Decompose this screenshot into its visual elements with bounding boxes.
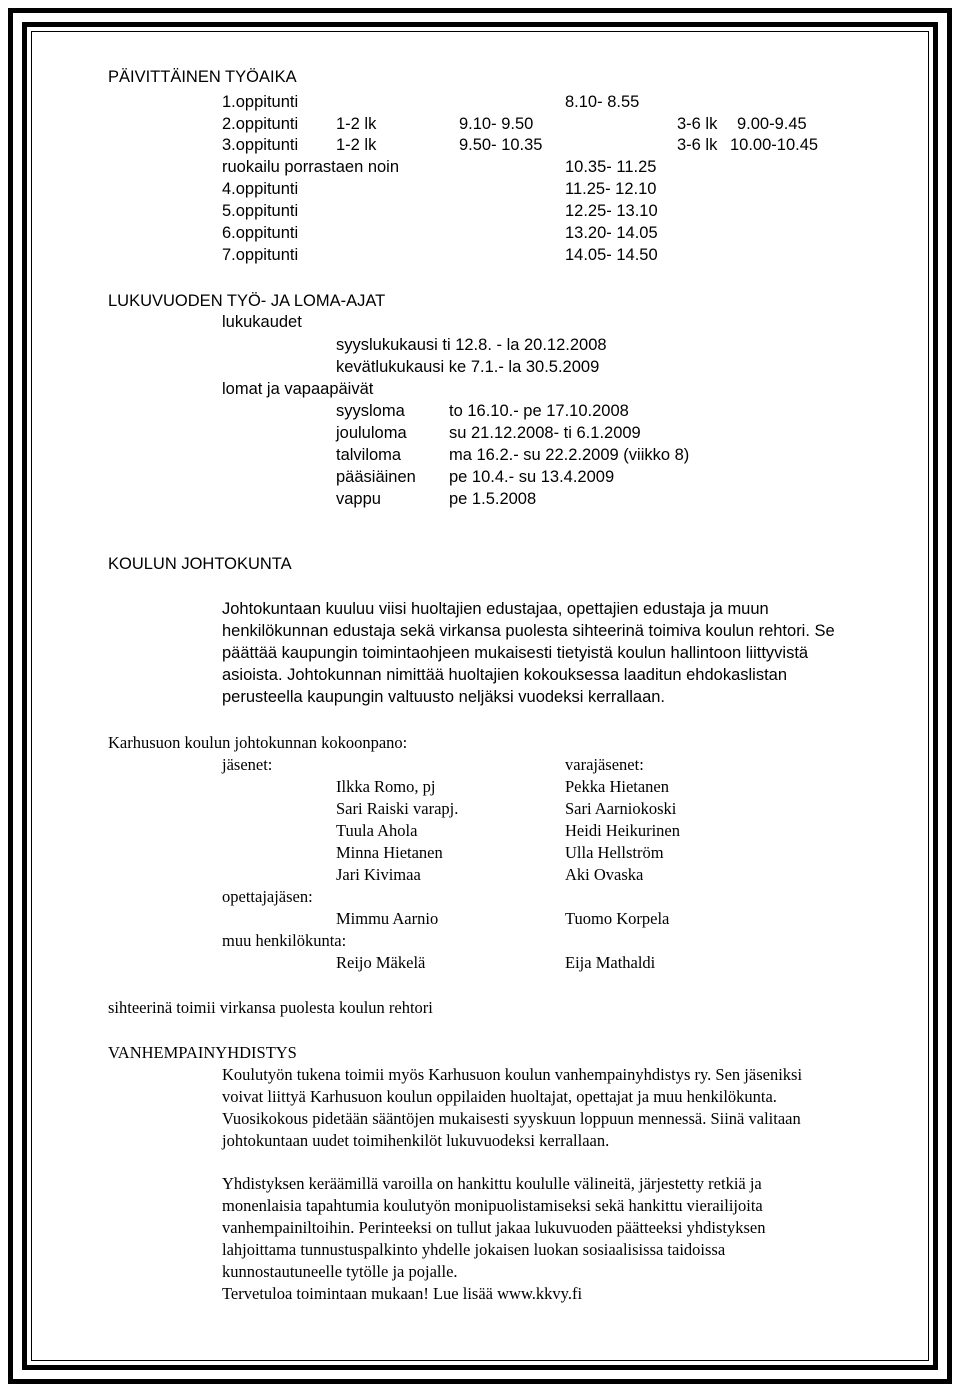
lesson-label: 4.oppitunti xyxy=(222,180,299,198)
schedule-heading: PÄIVITTÄINEN TYÖAIKA xyxy=(108,68,297,86)
holiday-dates: pe 1.5.2008 xyxy=(449,490,537,508)
lesson-time: 10.35- 11.25 xyxy=(565,158,657,176)
lesson-time: 10.00-10.45 xyxy=(730,136,819,154)
lesson-label: 2.oppitunti xyxy=(222,115,299,133)
staff-label: muu henkilökunta: xyxy=(222,931,347,950)
parents-paragraph-line: Koulutyön tukena toimii myös Karhusuon koulun vanhempainyhdistys ry. Sen jäseniksi xyxy=(222,1065,803,1084)
grade-group: 1-2 lk xyxy=(336,136,377,154)
deputy-name: Sari Aarniokoski xyxy=(565,799,677,818)
periods-label: lukukaudet xyxy=(222,313,302,331)
deputy-name: Heidi Heikurinen xyxy=(565,821,681,840)
parents-paragraph-line: voivat liittyä Karhusuon koulun oppilaiden huoltajat, opettajat ja muu henkilökunta. xyxy=(222,1087,777,1106)
lesson-label: ruokailu porrastaen noin xyxy=(222,158,400,176)
board-paragraph-line: perusteella kaupungin valtuusto neljäksi vuodeksi kerrallaan. xyxy=(222,688,666,706)
holiday-dates: su 21.12.2008- ti 6.1.2009 xyxy=(449,424,641,442)
parents-heading: VANHEMPAINYHDISTYS xyxy=(108,1043,297,1062)
lesson-label: 5.oppitunti xyxy=(222,202,299,220)
member-name: Sari Raiski varapj. xyxy=(336,799,459,818)
lesson-time: 11.25- 12.10 xyxy=(565,180,657,198)
terms-heading: LUKUVUODEN TYÖ- JA LOMA-AJAT xyxy=(108,292,386,310)
composition-title: Karhusuon koulun johtokunnan kokoonpano: xyxy=(108,733,408,752)
secretary-note: sihteerinä toimii virkansa puolesta koulun rehtori xyxy=(108,998,433,1017)
lesson-label: 3.oppitunti xyxy=(222,136,299,154)
lesson-time: 9.00-9.45 xyxy=(737,115,807,133)
term-period: syyslukukausi ti 12.8. - la 20.12.2008 xyxy=(336,336,607,354)
lesson-label: 7.oppitunti xyxy=(222,246,299,264)
parents-paragraph-line: Vuosikokous pidetään sääntöjen mukaisesti syyskuun loppuun mennessä. Siinä valitaan xyxy=(222,1109,801,1128)
board-paragraph-line: henkilökunnan edustaja sekä virkansa puolesta sihteerinä toimiva koulun rehtori. Se xyxy=(222,622,835,640)
board-paragraph-line: asioista. Johtokunnan nimittää huoltajien kokouksessa laaditun ehdokaslistan xyxy=(222,666,788,684)
holiday-name: joululoma xyxy=(336,424,407,442)
members-label: jäsenet: xyxy=(222,755,273,774)
deputy-name: Tuomo Korpela xyxy=(565,909,670,928)
deputies-label: varajäsenet: xyxy=(565,755,644,774)
lesson-time: 9.50- 10.35 xyxy=(459,136,543,154)
lesson-time: 12.25- 13.10 xyxy=(565,202,658,220)
grade-group: 3-6 lk xyxy=(677,136,718,154)
holidays-label: lomat ja vapaapäivät xyxy=(222,380,374,398)
lesson-time: 8.10- 8.55 xyxy=(565,93,640,111)
grade-group: 3-6 lk xyxy=(677,115,718,133)
parents-paragraph-line: kunnostautuneelle tytölle ja pojalle. xyxy=(222,1262,458,1281)
holiday-dates: ma 16.2.- su 22.2.2009 (viikko 8) xyxy=(449,446,690,464)
grade-group: 1-2 lk xyxy=(336,115,377,133)
lesson-time: 9.10- 9.50 xyxy=(459,115,534,133)
holiday-name: syysloma xyxy=(336,402,405,420)
holiday-dates: pe 10.4.- su 13.4.2009 xyxy=(449,468,615,486)
member-name: Minna Hietanen xyxy=(336,843,443,862)
holiday-dates: to 16.10.- pe 17.10.2008 xyxy=(449,402,629,420)
parents-paragraph-line: johtokuntaan uudet toimihenkilöt lukuvuodeksi kerrallaan. xyxy=(222,1131,610,1150)
member-name: Mimmu Aarnio xyxy=(336,909,439,928)
parents-paragraph-line: lahjoittama tunnustuspalkinto yhdelle jokaisen luokan sosiaalisissa taidoissa xyxy=(222,1240,726,1259)
lesson-time: 13.20- 14.05 xyxy=(565,224,658,242)
member-name: Jari Kivimaa xyxy=(336,865,421,884)
teacher-label: opettajajäsen: xyxy=(222,887,313,906)
holiday-name: pääsiäinen xyxy=(336,468,416,486)
holiday-name: vappu xyxy=(336,490,381,508)
board-paragraph-line: päättää kaupungin toimintaohjeen mukaisesti tietyistä koulun hallintoon liittyvistä xyxy=(222,644,809,662)
deputy-name: Eija Mathaldi xyxy=(565,953,656,972)
parents-paragraph-line: monenlaisia tapahtumia koulutyön monipuolistamiseksi sekä hankittu vierailijoita xyxy=(222,1196,763,1215)
deputy-name: Aki Ovaska xyxy=(565,865,644,884)
holiday-name: talviloma xyxy=(336,446,402,464)
member-name: Reijo Mäkelä xyxy=(336,953,426,972)
lesson-label: 6.oppitunti xyxy=(222,224,299,242)
board-paragraph-line: Johtokuntaan kuuluu viisi huoltajien edustajaa, opettajien edustaja ja muun xyxy=(222,600,769,618)
parents-paragraph-line: Tervetuloa toimintaan mukaan! Lue lisää www.kkvy.fi xyxy=(222,1284,583,1303)
member-name: Tuula Ahola xyxy=(336,821,418,840)
board-heading: KOULUN JOHTOKUNTA xyxy=(108,555,292,573)
deputy-name: Pekka Hietanen xyxy=(565,777,670,796)
parents-paragraph-line: Yhdistyksen keräämillä varoilla on hankittu koululle välineitä, järjestetty retkiä ja xyxy=(222,1174,762,1193)
lesson-label: 1.oppitunti xyxy=(222,93,299,111)
deputy-name: Ulla Hellström xyxy=(565,843,664,862)
lesson-time: 14.05- 14.50 xyxy=(565,246,658,264)
term-period: kevätlukukausi ke 7.1.- la 30.5.2009 xyxy=(336,358,600,376)
parents-paragraph-line: vanhempainiltoihin. Perinteeksi on tullut jakaa lukuvuoden päätteeksi yhdistyksen xyxy=(222,1218,766,1237)
member-name: Ilkka Romo, pj xyxy=(336,777,436,796)
